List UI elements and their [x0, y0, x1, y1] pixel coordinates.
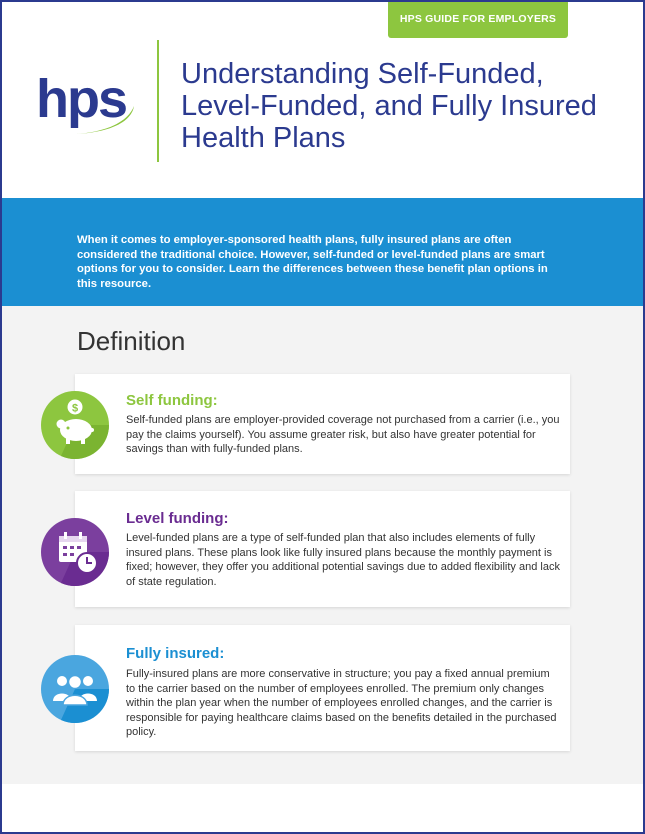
- piggy-bank-icon: [41, 391, 109, 459]
- header-divider: [157, 40, 159, 162]
- card-fully-insured: [75, 625, 570, 751]
- card-title: Self funding:: [126, 392, 218, 409]
- people-group-icon: [41, 655, 109, 723]
- intro-text: When it comes to employer-sponsored health plans, fully insured plans are often considered the traditional choice. However, self-funded or level-funded plans are smart options for you to consider. Learn the differences between these benefit plan options in this resource.: [77, 234, 548, 290]
- card-title: Level funding:: [126, 510, 229, 527]
- section-title: Definition: [77, 326, 186, 356]
- page-footer-area: [2, 784, 643, 832]
- card-level-funding: [75, 491, 570, 607]
- header: [2, 2, 643, 198]
- logo-wordmark: hps: [36, 69, 127, 129]
- card-title: Fully insured:: [126, 645, 225, 662]
- card-text: Fully-insured plans are more conservative in structure; you pay a fixed annual premium to the carrier based on the number of employees enrolled. The premium only changes within the plan year when the number of employees enrolled changes, and the carrier is responsible for paying healthcare claims based on the benefits detailed in the purchased policy.: [126, 668, 557, 738]
- card-text: Self-funded plans are employer-provided coverage not purchased from a carrier (i.e., you pay the claims yourself). You assume greater risk, but also have greater potential for savings than with fully-funded plans.: [126, 414, 560, 455]
- hps-logo: [36, 68, 146, 138]
- page-title: Understanding Self-Funded, Level-Funded, and Fully Insured Health Plans: [181, 58, 597, 154]
- guide-tag: HPS GUIDE FOR EMPLOYERS: [388, 2, 568, 38]
- svg-text:$: $: [71, 402, 79, 415]
- intro-banner: [2, 198, 643, 306]
- card-self-funding: [75, 374, 570, 474]
- card-text: Level-funded plans are a type of self-funded plan that also includes elements of fully insured plans. These plans look like fully insured plans because the monthly payment is fixed; however, they offer you additional potential savings due to added flexibility and lack of state regulation.: [126, 532, 560, 588]
- calendar-clock-icon: [41, 518, 109, 586]
- logo-swoosh-icon: [36, 68, 146, 138]
